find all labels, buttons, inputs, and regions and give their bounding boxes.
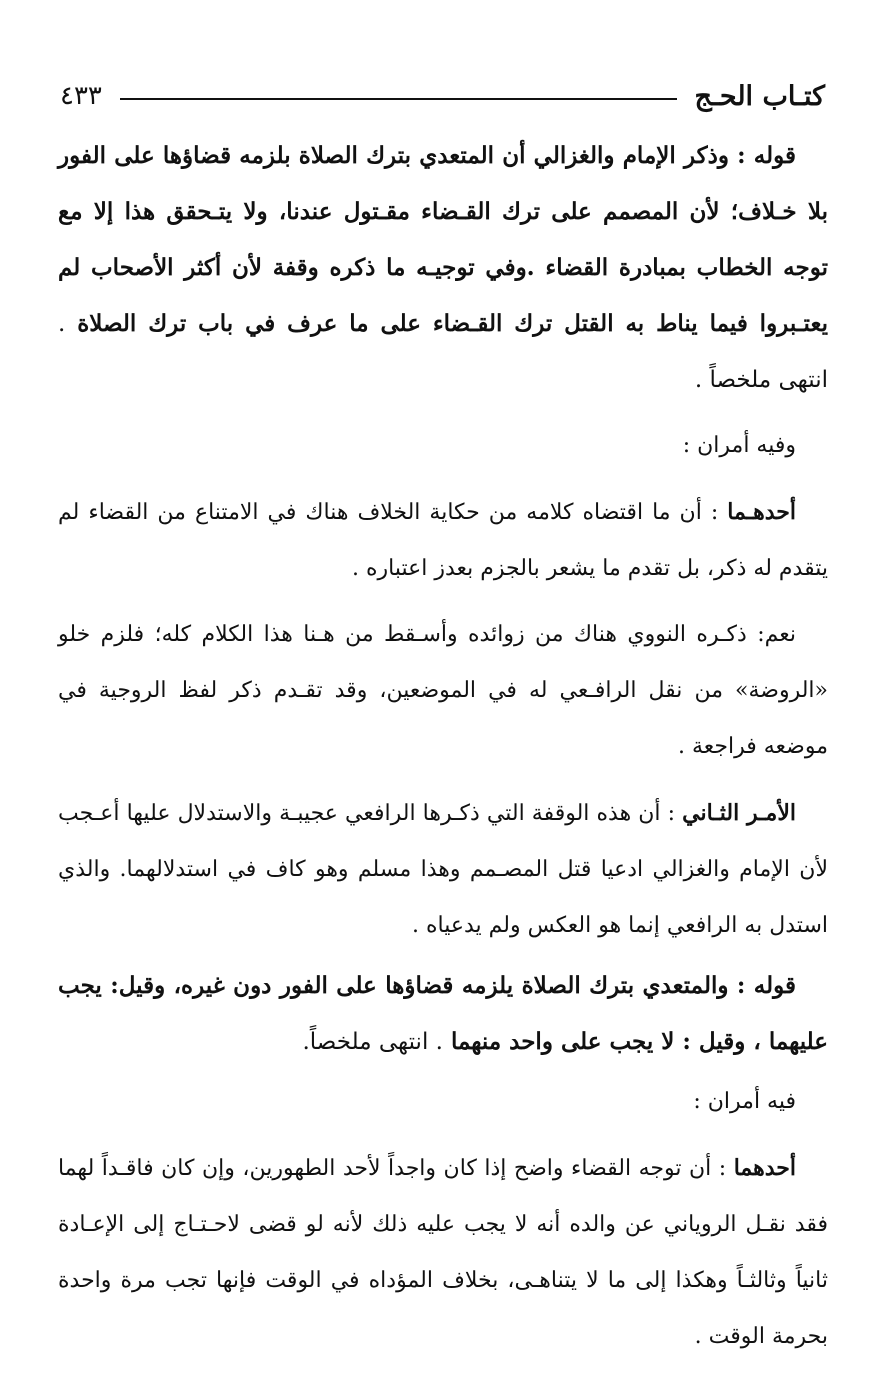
book-title: كتـاب الحـج — [694, 80, 825, 112]
paragraph-quote-1 — [58, 128, 828, 408]
paragraph-intro-1 — [58, 418, 828, 474]
paragraph-text: قوله : والمتعدي بترك الصلاة يلزمه قضاؤها على الفور دون غيره، وقيل: يجب عليهما ، وقيل : لا يجب على واحد منهما — [58, 972, 828, 1055]
paragraph-first-matter-1 — [58, 484, 828, 597]
paragraph-text: : أن هذه الوقفة التي ذكـرها الرافعي عجيبـة والاستدلال عليها أعـجب لأن الإمام والغزالي ادعيا قتل المصـمم وهذا مسلم وهو كاف في استدلالهما. والذي استدل به الرافعي إنما هو العكس ولم يدعياه . — [58, 801, 828, 938]
header-rule — [120, 98, 677, 100]
paragraph-tail: . انتهى ملخصاً . — [58, 311, 828, 393]
running-header — [60, 76, 825, 116]
paragraph-note — [58, 607, 828, 775]
paragraph-lead: الأمـر الثـاني — [682, 800, 796, 826]
paragraph-lead: أحدهـما — [727, 499, 796, 525]
paragraph-text: قوله : وذكر الإمام والغزالي أن المتعدي بترك الصلاة بلزمه قضاؤها على الفور بلا خـلاف؛ لأن المصمم على ترك القـضاء مقـتول عندنا، ولا يتـحقق هذا إلا مع توجه الخطاب بمبادرة القضاء .وفي توجيـه ما ذكره وقفة لأن أكثر الأصحاب لم يعتـبروا فيما يناط به القتل ترك القـضاء على ما عرف في باب ترك الصلاة — [58, 142, 828, 337]
paragraph-text: : أن ما اقتضاه كلامه من حكاية الخلاف هناك في الامتناع من القضاء لم يتقدم له ذكر، بل تقدم ما يشعر بالجزم بعدز اعتباره . — [58, 500, 828, 581]
paragraph-first-matter-2 — [58, 1140, 828, 1365]
paragraph-quote-2 — [58, 958, 828, 1070]
paragraph-lead: أحدهما — [733, 1155, 796, 1181]
paragraph-text: : أن توجه القضاء واضح إذا كان واجداً لأحد الطهورين، وإن كان فاقـداً لهما فقد نقـل الروياني عن والده أنه لا يجب عليه ذلك لأنه لو قضى لاحـتـاج إلى الإعـادة ثانياً وثالثـاً وهكذا إلى ما لا يتناهـى، بخلاف المؤداه في الوقت فإنها تجب مرة واحدة بحرمة الوقت . — [58, 1156, 828, 1349]
paragraph-intro-2 — [58, 1074, 828, 1130]
paragraph-text: فيه أمران : — [693, 1089, 796, 1114]
page-number: ٤٣٣ — [60, 81, 102, 111]
paragraph-second-matter — [58, 785, 828, 954]
page-body — [58, 128, 828, 1365]
paragraph-text: وفيه أمران : — [682, 433, 796, 458]
paragraph-text: نعم: ذكـره النووي هناك من زوائده وأسـقط من هـنا هذا الكلام كله؛ فلزم خلو «الروضة» من نقل الرافـعي له في الموضعين، وقد تقـدم ذكر لفظ الروجية في موضعه فراجعة . — [58, 622, 828, 759]
paragraph-tail: . انتهى ملخصاً. — [302, 1029, 443, 1055]
